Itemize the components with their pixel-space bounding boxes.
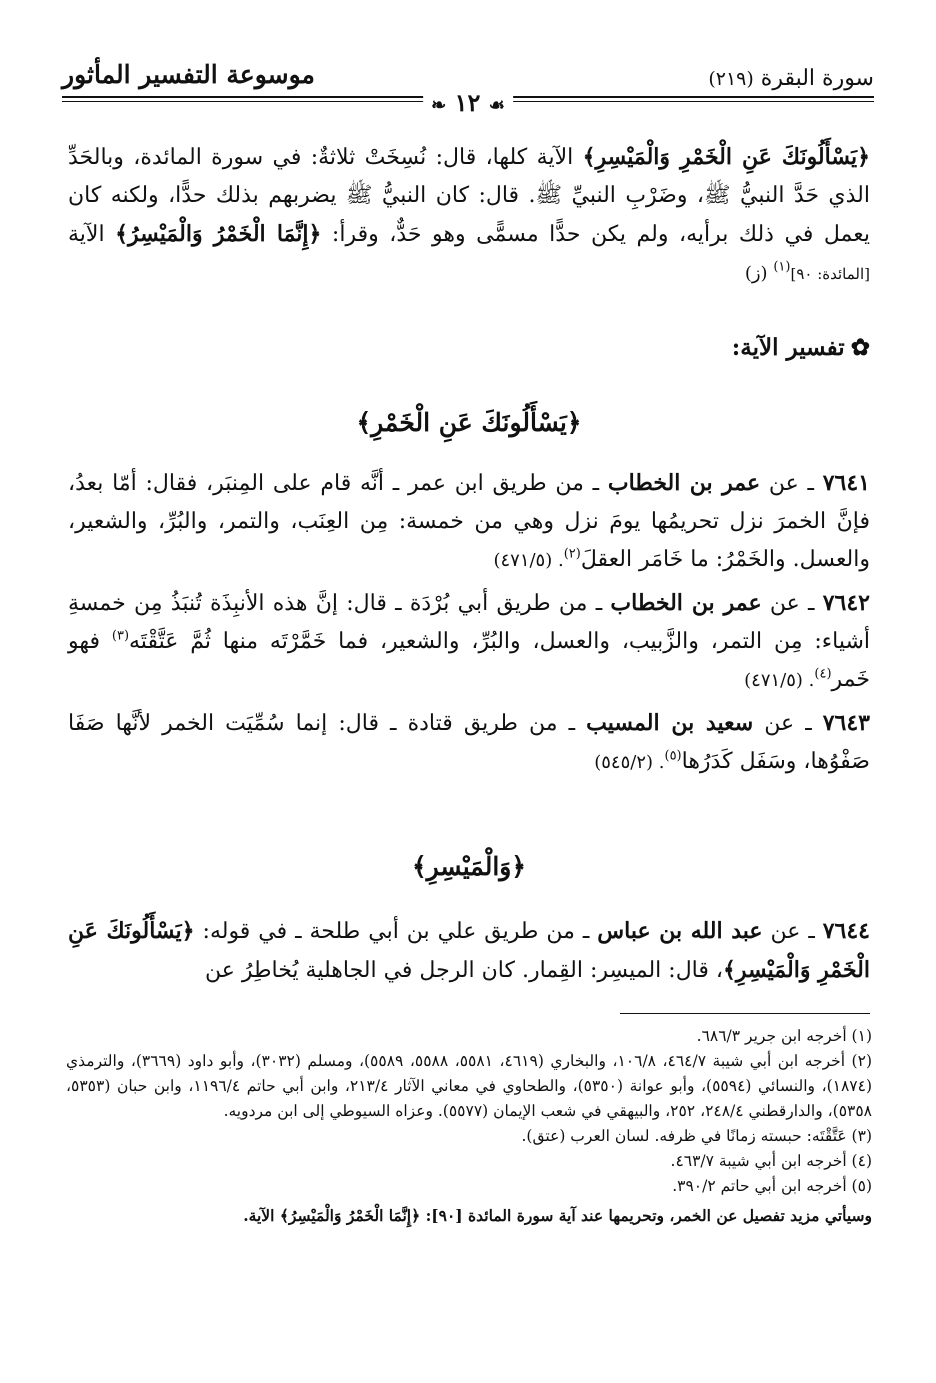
section-subheading: [732, 334, 870, 361]
intro-text: الآية كلها، قال: نُسِخَتْ ثلاثةٌ: في سورة المائدة، وبالحَدِّ الذي حَدَّ النبيُّ ﷺ، وضَرْبِ النبيِّ ﷺ. قال: كان النبيُّ ﷺ يضربهم بذلك حدًّا، ولكنه كان يعمل في ذلك برأيه، ولم يكن حدًّا مسمًّى وهو حَدٌّ، وقرأ:: [68, 145, 870, 247]
book-title: موسوعة التفسير المأثور: [62, 60, 315, 89]
entry-dash: ـ عن: [761, 591, 823, 616]
footnote-3: (٣) عَتَّقْتَه: حبسته زمانًا في ظرفه. لسان العرب (عتق).: [521, 1127, 872, 1145]
surah-label: [708, 66, 874, 91]
entry-dash: ـ عن: [762, 919, 823, 944]
entry-text: ـ من طريق قتادة ـ قال: إنما سُمِّيَت الخمر لأنَّها صَفَا صَفْوُها، وسَفَل كَدَرُها: [68, 711, 870, 774]
entry-text: ـ من طريق أبي بُرْدَة ـ قال: إنَّ هذه الأنبِذَة تُنبَذُ مِن خمسةِ أشياء: مِن التمر، والزَّبيب، والعسل، والبُرِّ، والشعير، فما خَمَّرْتَه منها ثُمَّ عَتَّقْتَه: [68, 591, 870, 654]
intro-paragraph: [68, 138, 870, 293]
intro-block: [68, 138, 870, 293]
verse-number: (٢١٩): [708, 68, 754, 90]
volume-reference: . (٥٤٥/٢): [594, 752, 665, 773]
closing-note-end: الآية.: [243, 1206, 280, 1225]
entry-7644: [68, 912, 870, 990]
entry-number: ٧٦٤١: [822, 470, 870, 496]
verse-heading-gambling: ﴿وَالْمَيْسِرِ﴾: [411, 852, 527, 881]
entries-block: [68, 464, 870, 782]
narrator-name: عبد الله بن عباس: [597, 918, 763, 944]
volume-reference: . (٤٧١/٥): [744, 670, 815, 691]
source-tag: (ز): [744, 263, 774, 284]
footnote-5: (٥) أخرجه ابن أبي حاتم ٣٩٠/٢.: [672, 1177, 872, 1195]
verse-heading-wine: ﴿يَسْأَلُونَكَ عَنِ الْخَمْرِ﴾: [356, 408, 582, 437]
entry-number: ٧٦٤٤: [822, 918, 870, 944]
footnote-divider: [620, 1013, 870, 1014]
entry-dash: ـ عن: [753, 711, 823, 736]
closing-note: [66, 1203, 872, 1228]
entry-7642: [68, 584, 870, 700]
ornament-icon: ☙: [488, 95, 505, 116]
footnote-marker: (٥): [664, 748, 682, 764]
entry-7644-block: [68, 912, 870, 990]
page-number: ١٢: [454, 88, 481, 117]
surah-name: سورة البقرة: [760, 66, 874, 91]
entry-dash: ـ عن: [760, 471, 823, 496]
volume-reference: . (٤٧١/٥): [493, 550, 564, 571]
entry-7641: [68, 464, 870, 580]
entry-text-b: ، قال: الميسِر: القِمار. كان الرجل في الجاهلية يُخاطِرُ عن: [205, 958, 723, 983]
footnote-1: (١) أخرجه ابن جرير ٦٨٦/٣.: [696, 1027, 872, 1045]
closing-note-text: وسيأتي مزيد تفصيل عن الخمر، وتحريمها عند آية سورة المائدة [٩٠]:: [420, 1206, 872, 1225]
footnote-4: (٤) أخرجه ابن أبي شيبة ٤٦٣/٧.: [670, 1152, 872, 1170]
footnote-marker: (١): [773, 259, 791, 275]
entry-text: ـ من طريق علي بن أبي طلحة ـ في قوله:: [194, 919, 598, 944]
footnote-marker: (٣): [111, 628, 130, 644]
narrator-name: سعيد بن المسيب: [586, 710, 754, 736]
narrator-name: عمر بن الخطاب: [607, 470, 761, 496]
entry-number: ٧٦٤٣: [822, 710, 870, 736]
footnote-marker: (٤): [814, 666, 832, 682]
entry-7643: [68, 704, 870, 782]
page-number-box: [423, 88, 513, 117]
quran-quote: ﴿يَسْأَلُونَكَ عَنِ الْخَمْرِ وَالْمَيْسِرِ﴾: [582, 144, 870, 170]
quran-quote: ﴿إِنَّمَا الْخَمْرُ وَالْمَيْسِرُ﴾: [115, 221, 322, 247]
quran-quote: ﴿إِنَّمَا الْخَمْرُ وَالْمَيْسِرُ﴾: [279, 1206, 421, 1225]
entry-text-b: فهو خَمر: [68, 629, 870, 692]
entry-text: ـ من طريق ابن عمر ـ أنَّه قام على المِنبَر، فقال: أمّا بعدُ، فإنَّ الخمرَ نزل تحريمُها يومَ نزل وهي من خمسة: مِن العِنَب، والتمر، والبُرِّ، والشعير، والعسل. والخَمْرُ: ما خَامَر العقلَ: [68, 471, 870, 572]
footnote-2: (٢) أخرجه ابن أبي شيبة ٤٦٤/٧، ١٠٦/٨، والبخاري (٤٦١٩، ٥٥٨١، ٥٥٨٨، ٥٥٨٩)، ومسلم (٣٠٣٢)، وأبو داود (٣٦٦٩)، والترمذي (١٨٧٤)، والنسائي (٥٥٩٤)، وأبو عوانة (٥٣٥٠)، والطحاوي في معاني الآثار ٢١٣/٤، وابن أبي حاتم ١١٩٦/٤، وابن حبان (٥٣٥٣، ٥٣٥٨)، والدارقطني ٢٤٨/٤، ٢٥٢، والبيهقي في شعب الإيمان (٥٥٧٧). وعزاه السيوطي إلى ابن مردويه.: [66, 1052, 872, 1120]
narrator-name: عمر بن الخطاب: [610, 590, 762, 616]
ornament-icon: ❧: [431, 95, 447, 116]
verse-reference: [المائدة: ٩٠]: [790, 265, 870, 283]
intro-text-2: الآية: [68, 222, 116, 247]
running-header: [62, 58, 874, 120]
footnotes: [66, 1024, 872, 1228]
subheading-text: تفسير الآية:: [731, 334, 845, 361]
flower-ornament-icon: ✿: [850, 334, 870, 361]
footnote-marker: (٢): [563, 546, 581, 562]
entry-number: ٧٦٤٢: [822, 590, 870, 616]
quran-quote: ﴿يَسْأَلُونَكَ عَنِ الْخَمْرِ وَالْمَيْسِرِ﴾: [68, 918, 870, 983]
